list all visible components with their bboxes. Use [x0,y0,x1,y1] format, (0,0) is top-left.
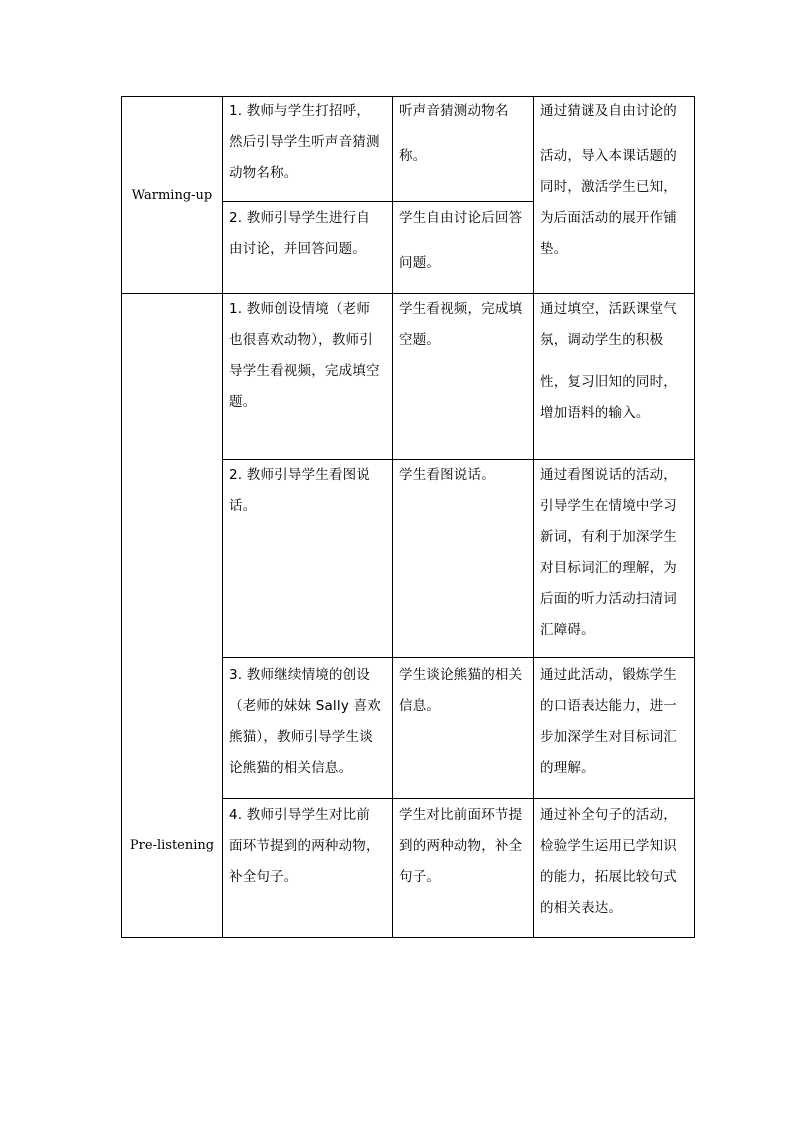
purpose-line: 步加深学生对目标词汇 [540,729,677,745]
purpose-line: 的相关表达。 [540,900,623,916]
purpose-line: 同时，激活学生已知， [540,179,677,195]
column-divider [222,96,223,938]
student-activity-line: 到的两种动物，补全 [399,838,523,854]
teacher-activity-cell [229,800,389,893]
student-activity-line: 学生看图说话。 [399,467,495,483]
student-activity-cell [399,660,531,722]
student-activity-line: 空题。 [399,332,441,348]
column-divider [392,96,393,938]
student-activity-line: 称。 [399,148,427,164]
teacher-activity-line: 1. 教师创设情境（老师 [229,301,371,317]
teacher-activity-line: 1. 教师与学生打招呼， [229,103,371,119]
teacher-activity-cell [229,660,389,784]
purpose-line: 的口语表达能力，进一 [540,698,677,714]
student-activity-line: 学生自由讨论后回答 [399,210,523,226]
student-activity-line: 句子。 [399,869,441,885]
teacher-activity-line: 2. 教师引导学生进行自 [229,210,371,226]
table-border-right [694,96,695,938]
student-activity-line: 学生看视频，完成填 [399,301,523,317]
purpose-line: 为后面活动的展开作铺 [540,210,677,226]
purpose-line: 通过填空，活跃课堂气 [540,301,677,317]
teacher-activity-line: （老师的妹妹 Sally 喜欢 [229,698,381,714]
teacher-activity-line: 话。 [229,498,257,514]
student-activity-line: 学生谈论熊猫的相关 [399,667,523,683]
purpose-line: 后面的听力活动扫清词 [540,591,677,607]
teacher-activity-cell [229,96,389,189]
purpose-line: 通过此活动，锻炼学生 [540,667,677,683]
teacher-activity-cell [229,294,389,418]
student-activity-cell [399,460,531,491]
student-activity-cell [399,800,531,893]
teacher-activity-line: 题。 [229,394,257,410]
teacher-activity-line: 然后引导学生听声音猜测 [229,134,380,150]
student-activity-line: 问题。 [399,255,441,271]
stage-label: Pre-listening [129,838,215,853]
row-divider [222,798,695,799]
stage-cell [122,838,222,853]
row-divider [222,657,695,658]
purpose-cell [540,460,692,646]
student-activity-line: 学生对比前面环节提 [399,807,523,823]
student-activity-cell [399,203,531,279]
purpose-line: 通过看图说话的活动， [540,467,677,483]
teacher-activity-cell [229,460,389,522]
purpose-line: 新词，有利于加深学生 [540,529,677,545]
teacher-activity-line: 4. 教师引导学生对比前 [229,807,371,823]
purpose-line: 活动，导入本课话题的 [540,148,677,164]
teacher-activity-line: 2. 教师引导学生看图说 [229,467,371,483]
purpose-cell [540,800,692,924]
student-activity-line: 信息。 [399,698,441,714]
purpose-line: 的理解。 [540,760,595,776]
lesson-plan-table [121,96,695,938]
purpose-line: 检验学生运用已学知识 [540,838,677,854]
teacher-activity-line: 导学生看视频，完成填空 [229,363,380,379]
purpose-cell [540,660,692,784]
purpose-line: 引导学生在情境中学习 [540,498,677,514]
teacher-activity-line: 3. 教师继续情境的创设 [229,667,371,683]
purpose-line: 对目标词汇的理解，为 [540,560,677,576]
purpose-line: 通过补全句子的活动， [540,807,677,823]
purpose-line: 汇障碍。 [540,622,595,638]
teacher-activity-line: 也很喜欢动物），教师引 [229,332,373,348]
teacher-activity-line: 由讨论，并回答问题。 [229,241,366,257]
stage-label: Warming-up [131,187,213,203]
purpose-line: 性，复习旧知的同时， [540,374,677,390]
column-divider [533,96,534,938]
stage-cell [122,97,222,293]
purpose-line: 氛，调动学生的积极 [540,332,664,348]
purpose-line: 通过猜谜及自由讨论的 [540,103,677,119]
teacher-activity-cell [229,203,389,265]
student-activity-cell [399,294,531,356]
purpose-cell [540,294,692,429]
purpose-line: 的能力，拓展比较句式 [540,869,677,885]
student-activity-cell [399,96,531,172]
teacher-activity-line: 论熊猫的相关信息。 [229,760,353,776]
teacher-activity-line: 补全句子。 [229,869,298,885]
row-divider [222,201,533,202]
purpose-line: 增加语料的输入。 [540,405,650,421]
student-activity-line: 听声音猜测动物名 [399,103,509,119]
table-border-bottom [121,937,695,938]
teacher-activity-line: 面环节提到的两种动物， [229,838,380,854]
purpose-line: 垫。 [540,241,568,257]
purpose-cell [540,96,692,265]
teacher-activity-line: 熊猫），教师引导学生谈 [229,729,373,745]
teacher-activity-line: 动物名称。 [229,165,298,181]
